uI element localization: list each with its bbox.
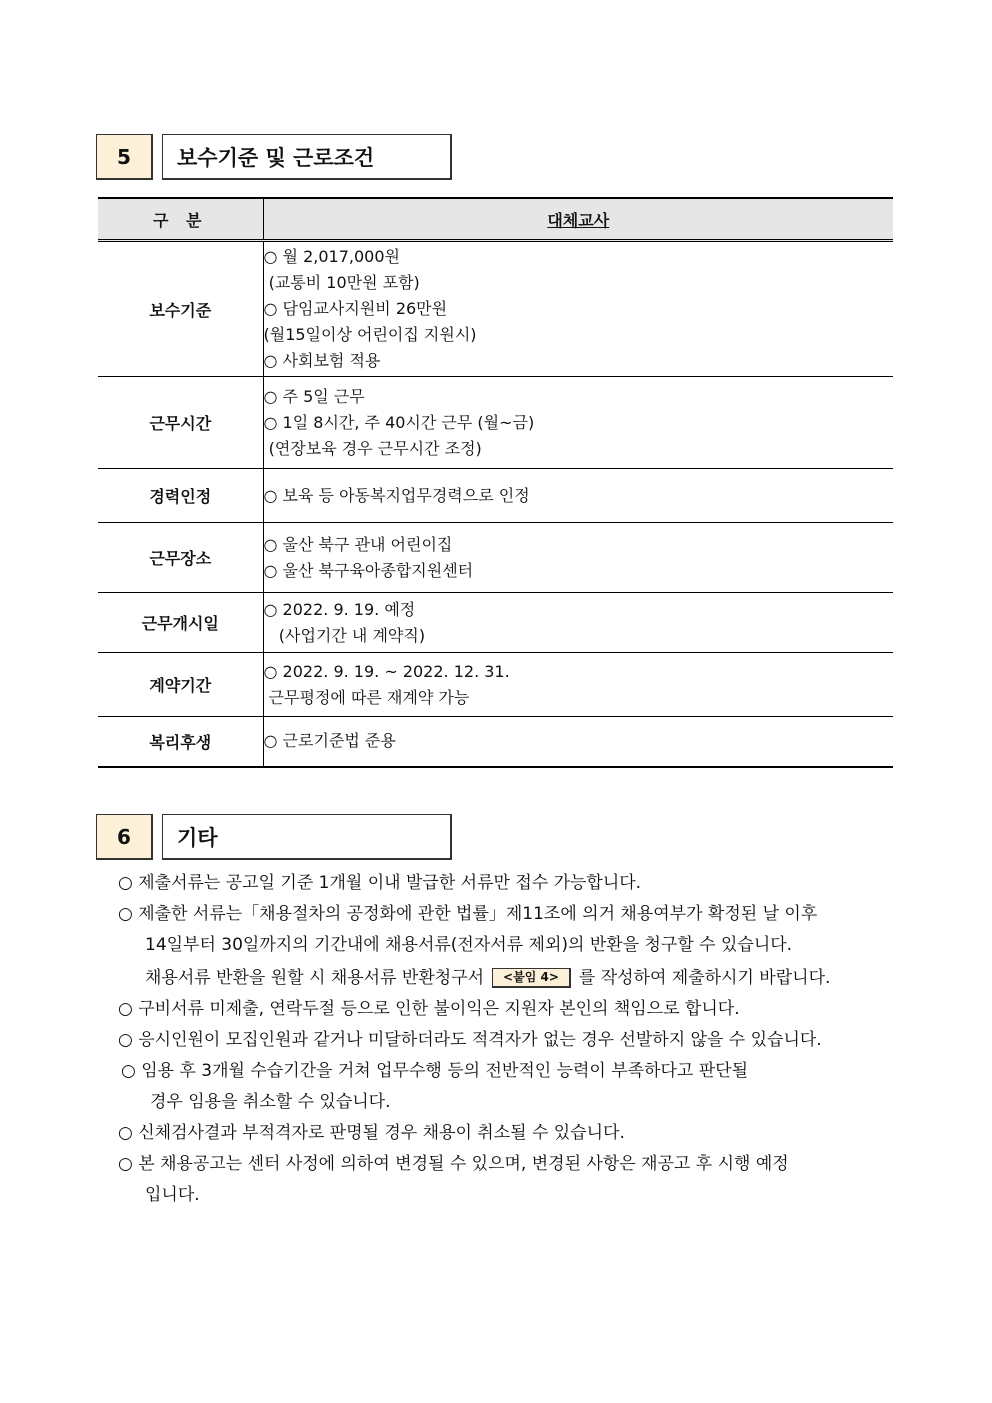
- note-item: ○ 임용 후 3개월 수습기간을 거쳐 업무수행 등의 전반적인 능력이 부족하다고 판단될: [121, 1061, 749, 1081]
- row-value-start-date: [263, 593, 893, 653]
- table-row: [98, 717, 893, 767]
- notes-list: [118, 868, 908, 1211]
- row-value-career: [263, 469, 893, 523]
- row-label-salary: 보수기준: [98, 241, 263, 377]
- row-label-benefits: 복리후생: [98, 717, 263, 767]
- row-label-hours: 근무시간: [98, 377, 263, 469]
- note-continuation: 입니다.: [145, 1185, 200, 1205]
- cell-line: (월15일이상 어린이집 지원시): [263, 325, 477, 344]
- cell-line: ○ 1일 8시간, 주 40시간 근무 (월~금): [263, 412, 535, 432]
- row-label-location: 근무장소: [98, 523, 263, 593]
- header-category: 구 분: [98, 198, 263, 241]
- note-item: ○ 구비서류 미제출, 연락두절 등으로 인한 불이익은 지원자 본인의 책임으로 합니다.: [118, 999, 740, 1019]
- cell-line: ○ 주 5일 근무: [263, 386, 365, 406]
- note-text: 채용서류 반환을 원할 시 채용서류 반환청구서: [145, 968, 485, 988]
- cell-line: ○ 울산 북구육아종합지원센터: [263, 560, 474, 580]
- table-row: [98, 241, 893, 377]
- row-value-contract-period: [263, 653, 893, 717]
- note-item: ○ 본 채용공고는 센터 사정에 의하여 변경될 수 있으며, 변경된 사항은 재공고 후 시행 예정: [118, 1154, 789, 1174]
- cell-line: ○ 근로기준법 준용: [263, 731, 396, 751]
- section-6-number: 6: [96, 814, 153, 860]
- cell-line: ○ 보육 등 아동복지업무경력으로 인정: [263, 485, 530, 505]
- section-6-header: [96, 814, 452, 860]
- header-substitute-teacher: [263, 198, 893, 241]
- note-continuation: 경우 임용을 취소할 수 있습니다.: [150, 1092, 391, 1112]
- note-text: 를 작성하여 제출하시기 바랍니다.: [578, 968, 831, 988]
- table-row: [98, 653, 893, 717]
- cell-line: (교통비 10만원 포함): [263, 273, 420, 292]
- row-value-salary: [263, 241, 893, 377]
- section-5-header: [96, 134, 452, 180]
- note-continuation: [118, 963, 908, 994]
- conditions-table: [98, 197, 893, 768]
- section-5-title: 보수기준 및 근로조건: [162, 134, 452, 180]
- row-label-contract-period: 계약기간: [98, 653, 263, 717]
- row-label-start-date: 근무개시일: [98, 593, 263, 653]
- table-row: [98, 377, 893, 469]
- attachment-4-badge: <붙임 4>: [492, 968, 571, 988]
- row-value-hours: [263, 377, 893, 469]
- note-item: ○ 제출한 서류는「채용절차의 공정화에 관한 법률」제11조에 의거 채용여부가 확정된 날 이후: [118, 904, 818, 924]
- row-value-benefits: [263, 717, 893, 767]
- cell-line: (사업기간 내 계약직): [263, 625, 426, 645]
- note-item: ○ 신체검사결과 부적격자로 판명될 경우 채용이 취소될 수 있습니다.: [118, 1123, 625, 1143]
- table-row: [98, 593, 893, 653]
- row-value-location: [263, 523, 893, 593]
- table-header-row: [98, 198, 893, 241]
- section-6-title: 기타: [162, 814, 452, 860]
- section-5-number: 5: [96, 134, 153, 180]
- cell-line: (연장보육 경우 근무시간 조정): [263, 438, 482, 458]
- cell-line: ○ 월 2,017,000원: [263, 247, 400, 266]
- row-label-career: 경력인정: [98, 469, 263, 523]
- table-row: [98, 523, 893, 593]
- header-substitute-teacher-text: 대체교사: [547, 210, 610, 230]
- table-row: [98, 469, 893, 523]
- note-item: ○ 제출서류는 공고일 기준 1개월 이내 발급한 서류만 접수 가능합니다.: [118, 873, 642, 893]
- cell-line: ○ 담임교사지원비 26만원: [263, 299, 448, 318]
- cell-line: ○ 울산 북구 관내 어린이집: [263, 534, 453, 554]
- cell-line: ○ 2022. 9. 19. ~ 2022. 12. 31.: [263, 661, 510, 681]
- cell-line: ○ 사회보험 적용: [263, 351, 381, 370]
- cell-line: 근무평정에 따른 재계약 가능: [263, 687, 470, 707]
- note-continuation: 14일부터 30일까지의 기간내에 채용서류(전자서류 제외)의 반환을 청구할 수 있습니다.: [145, 935, 793, 955]
- note-item: ○ 응시인원이 모집인원과 같거나 미달하더라도 적격자가 없는 경우 선발하지 않을 수 있습니다.: [118, 1030, 822, 1050]
- cell-line: ○ 2022. 9. 19. 예정: [263, 599, 416, 619]
